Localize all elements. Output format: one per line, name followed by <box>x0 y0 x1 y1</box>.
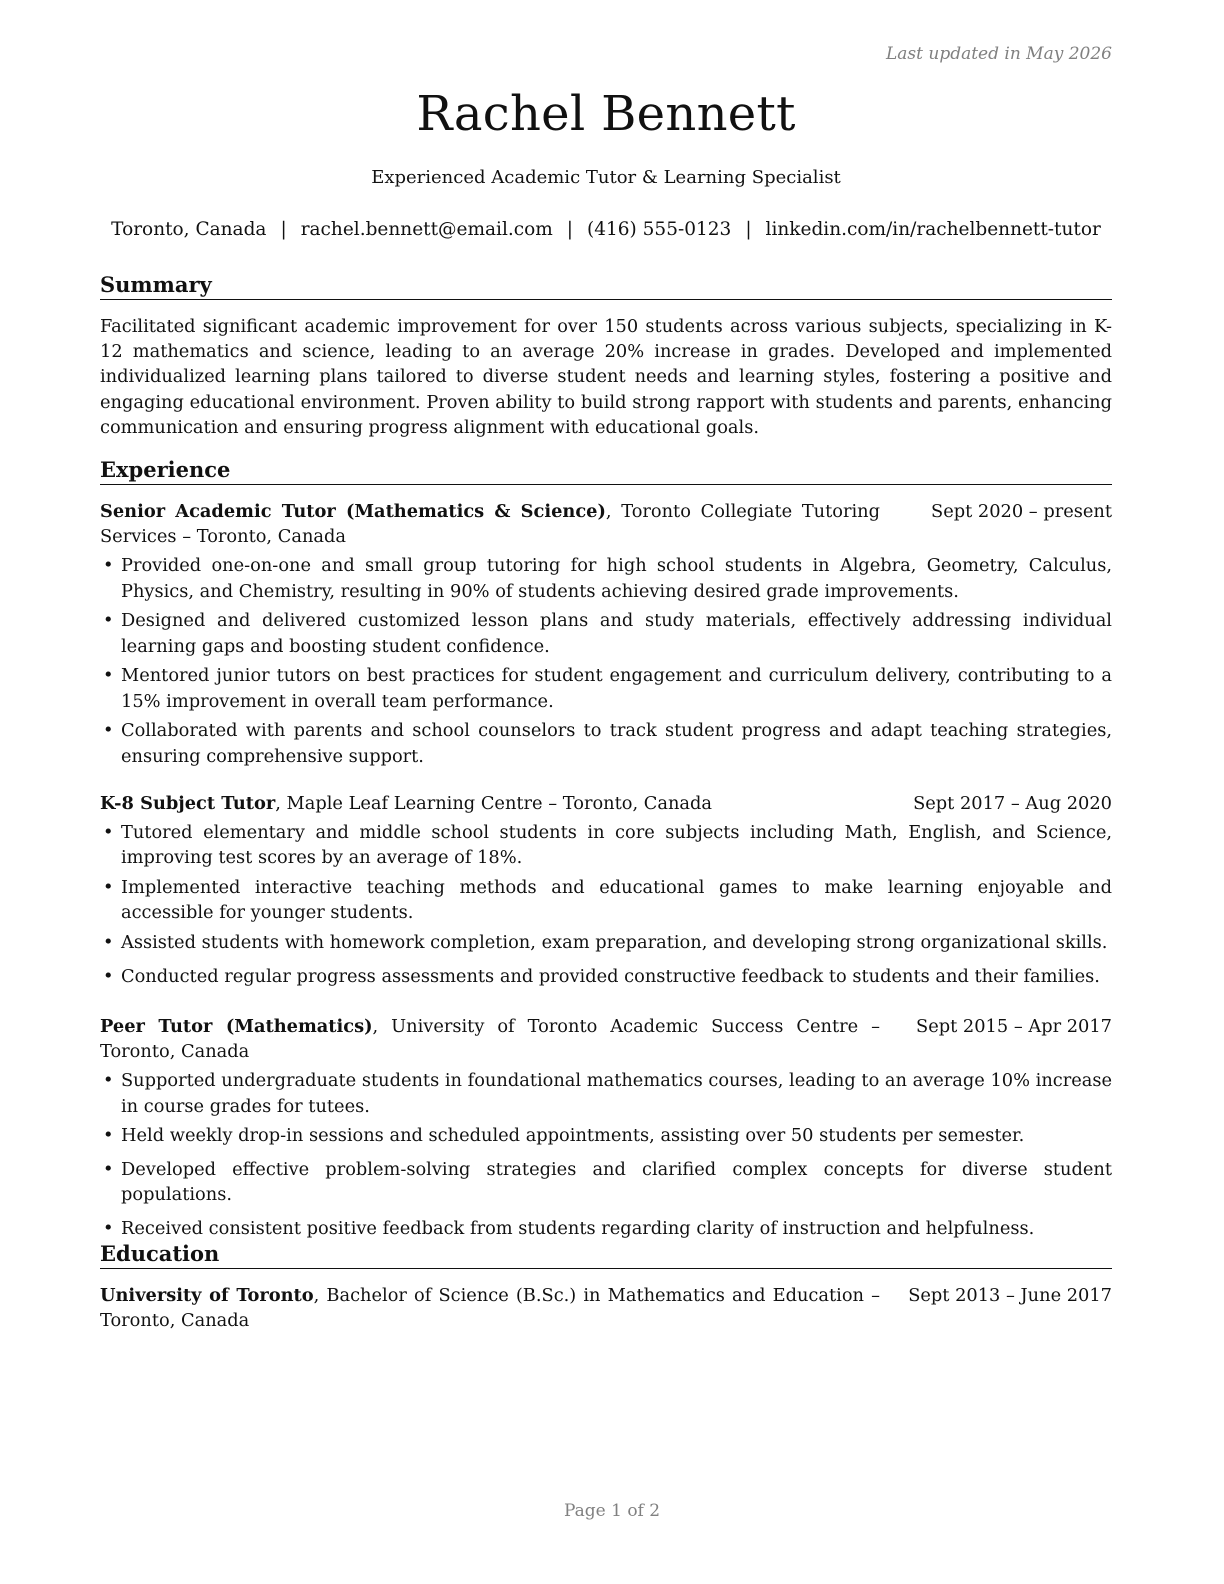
last-updated-note: Last updated in May 2026 <box>885 44 1112 64</box>
job-dates: Sept 2020 – present <box>931 501 1112 522</box>
bullet-text: Assisted students with homework completion, exam preparation, and developing strong organizational skills. <box>121 932 1108 954</box>
bullet-text: Collaborated with parents and school counselors to track student progress and adapt teaching strategies, ensuring comprehensive support. <box>121 720 1112 767</box>
education-school: University of Toronto <box>100 1285 314 1306</box>
experience-heading: Experience <box>100 456 1112 485</box>
job-header <box>100 791 1112 816</box>
bullet-text: Designed and delivered customized lesson plans and study materials, effectively addressing individual learning gaps and boosting student confidence. <box>121 610 1112 657</box>
bullet-text: Held weekly drop-in sessions and scheduled appointments, assisting over 50 students per semester. <box>121 1125 1025 1147</box>
job-header <box>100 499 1112 549</box>
job-dates: Sept 2015 – Apr 2017 <box>916 1016 1112 1038</box>
list-item: • Received consistent positive feedback from students regarding clarity of instruction and helpfulness. <box>103 1218 1035 1240</box>
bullet-text: Provided one-on-one and small group tutoring for high school students in Algebra, Geometry, Calculus, Physics, and Chemistry, resulting in 90% of students achieving desired grade improvements. <box>121 555 1112 602</box>
job-entry <box>100 791 1112 989</box>
list-item: • Assisted students with homework completion, exam preparation, and developing strong organizational skills. <box>103 932 1108 954</box>
experience-section <box>100 456 1112 1241</box>
education-section <box>100 1240 1112 1333</box>
list-item: • Mentored junior tutors on best practices for student engagement and curriculum delivery, contributing to a 15% improvement in overall team performance. <box>103 665 1112 712</box>
job-entry <box>100 499 1112 769</box>
list-item: • Collaborated with parents and school counselors to track student progress and adapt teaching strategies, ensuring comprehensive support. <box>103 720 1112 767</box>
list-item: • Held weekly drop-in sessions and scheduled appointments, assisting over 50 students per semester. <box>103 1125 1025 1147</box>
education-dates: Sept 2013 – June 2017 <box>908 1285 1112 1306</box>
job-role: Senior Academic Tutor (Mathematics & Science) <box>100 501 606 522</box>
list-item: • Developed effective problem-solving strategies and clarified complex concepts for diverse student populations. <box>103 1159 1112 1206</box>
bullet-text: Tutored elementary and middle school students in core subjects including Math, English, and Science, improving test scores by an average of 18%. <box>121 822 1112 869</box>
bullet-text: Developed effective problem-solving strategies and clarified complex concepts for diverse student populations. <box>121 1159 1112 1206</box>
job-organization: , Toronto Collegiate Tutoring Services – Toronto, Canada <box>100 501 880 548</box>
education-degree: , Bachelor of Science (B.Sc.) in Mathematics and Education – Toronto, Canada <box>100 1285 881 1332</box>
job-role: K-8 Subject Tutor <box>100 792 276 814</box>
contact-separator: | <box>745 219 752 240</box>
bullet-text: Implemented interactive teaching methods and educational games to make learning enjoyable and accessible for younger students. <box>121 877 1112 924</box>
job-entry <box>100 1014 1112 1241</box>
bullet-text: Received consistent positive feedback from students regarding clarity of instruction and helpfulness. <box>121 1218 1035 1240</box>
contact-separator: | <box>566 219 574 240</box>
candidate-name: Rachel Bennett <box>416 86 796 142</box>
bullet-text: Supported undergraduate students in foundational mathematics courses, leading to an average 10% increase in course grades for tutees. <box>121 1070 1113 1117</box>
list-item: • Implemented interactive teaching methods and educational games to make learning enjoyable and accessible for younger students. <box>103 877 1112 924</box>
job-header <box>100 1014 1112 1064</box>
contact-separator: | <box>280 219 287 240</box>
job-role: Peer Tutor (Mathematics) <box>100 1016 373 1038</box>
list-item: • Provided one-on-one and small group tutoring for high school students in Algebra, Geometry, Calculus, Physics, and Chemistry, resulting in 90% of students achieving desired grade improvements. <box>103 555 1112 602</box>
contact-linkedin[interactable]: linkedin.com/in/rachelbennett-tutor <box>765 219 1101 240</box>
candidate-headline: Experienced Academic Tutor & Learning Specialist <box>371 167 841 188</box>
job-bullets <box>100 820 1112 989</box>
list-item: • Tutored elementary and middle school students in core subjects including Math, English, and Science, improving test scores by an average of 18%. <box>103 822 1112 869</box>
list-item: • Supported undergraduate students in foundational mathematics courses, leading to an average 10% increase in course grades for tutees. <box>103 1070 1113 1117</box>
list-item: • Designed and delivered customized lesson plans and study materials, effectively addressing individual learning gaps and boosting student confidence. <box>103 610 1112 657</box>
contact-phone[interactable]: (416) 555-0123 <box>587 219 732 240</box>
contact-email[interactable]: rachel.bennett@email.com <box>300 219 553 240</box>
page-number: Page 1 of 2 <box>563 1501 661 1521</box>
contact-location: Toronto, Canada <box>111 219 267 240</box>
bullet-text: Conducted regular progress assessments and provided constructive feedback to students and their families. <box>121 965 1100 987</box>
list-item: • Conducted regular progress assessments and provided constructive feedback to students and their families. <box>103 965 1100 987</box>
job-dates: Sept 2017 – Aug 2020 <box>913 792 1112 814</box>
education-heading: Education <box>100 1240 1112 1269</box>
summary-text: Facilitated significant academic improvement for over 150 students across various subjects, specializing in K-12 mathematics and science, leading to an average 20% increase in grades. Developed and implemented individualized learning plans tailored to diverse student needs and learning styles, fostering a positive and engaging educational environment. Proven ability to build strong rapport with students and parents, enhancing communication and ensuring progress alignment with educational goals. <box>100 316 1112 438</box>
summary-section <box>100 271 1112 440</box>
education-entry <box>100 1283 1112 1333</box>
job-bullets <box>100 1068 1112 1241</box>
job-organization: , Maple Leaf Learning Centre – Toronto, Canada <box>275 792 713 814</box>
summary-heading: Summary <box>100 271 1112 300</box>
contact-line <box>86 219 1126 240</box>
bullet-text: Mentored junior tutors on best practices for student engagement and curriculum delivery, contributing to a 15% improvement in overall team performance. <box>121 665 1112 712</box>
job-organization: , University of Toronto Academic Success Centre – Toronto, Canada <box>100 1016 880 1063</box>
job-bullets <box>100 553 1112 768</box>
